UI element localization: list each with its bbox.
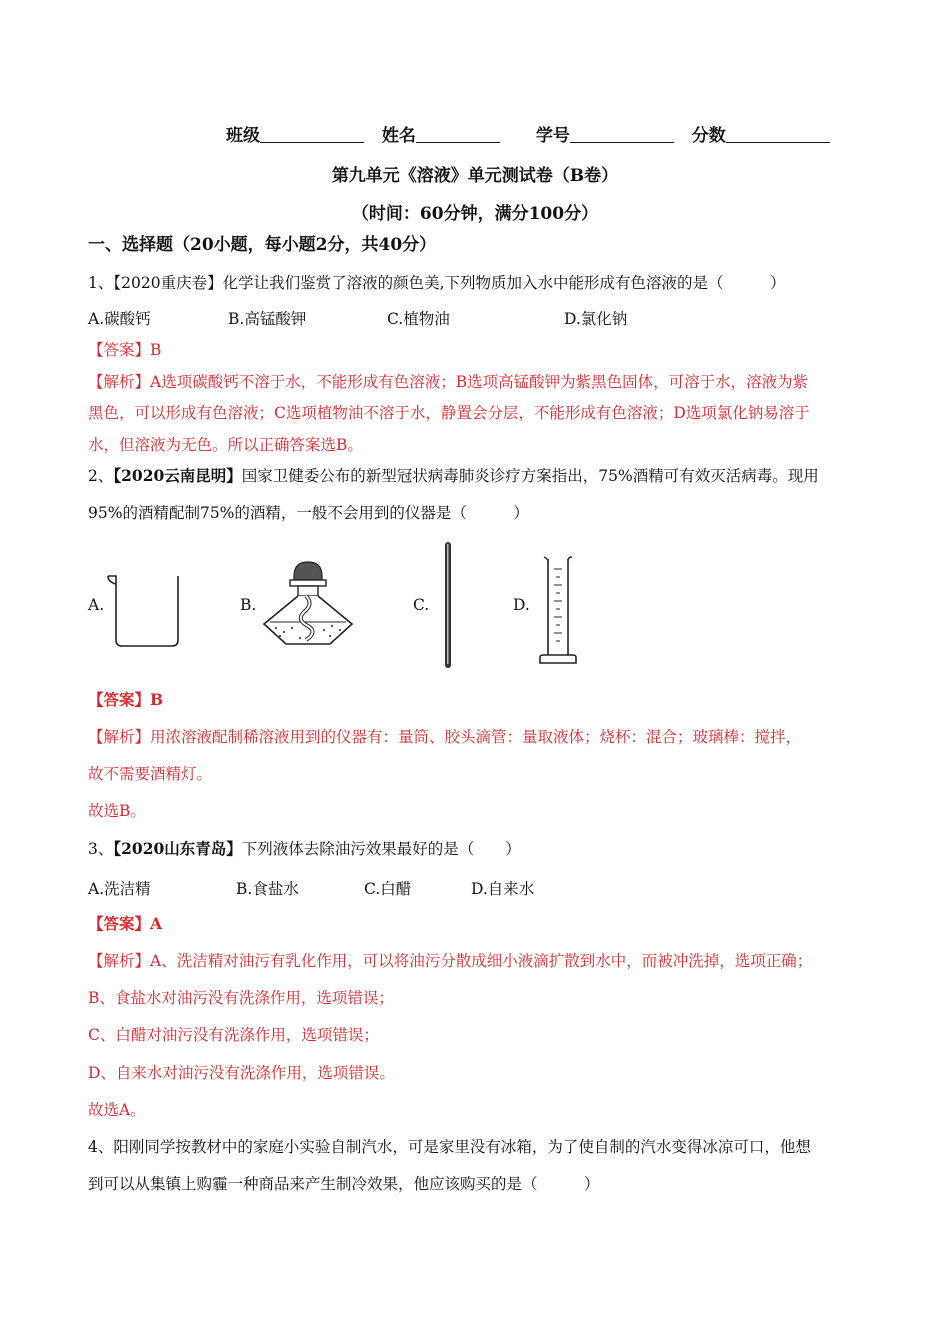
q1-analysis-line-1: 【解析】A选项碳酸钙不溶于水，不能形成有色溶液；B选项高锰酸钾为紫黑色固体，可溶于水，溶液为紫 xyxy=(88,373,809,391)
q1-answer: 【答案】B xyxy=(88,341,162,359)
q2-option-d: D. xyxy=(513,596,530,614)
q1-option-c: C.植物油 xyxy=(387,310,450,328)
q3-answer: 【答案】A xyxy=(88,914,163,933)
q2-option-b: B. xyxy=(240,596,257,614)
section-heading: 一、选择题（20小题，每小题2分，共40分） xyxy=(88,235,437,255)
q3-option-c: C.白醋 xyxy=(364,880,412,898)
id-label: 学号 xyxy=(535,126,570,146)
q3-option-d: D.自来水 xyxy=(471,880,535,898)
q3-analysis-line-3: C、白醋对油污没有洗涤作用，选项错误； xyxy=(88,1026,379,1044)
q3-source: 【2020山东青岛】 xyxy=(113,839,242,858)
q4-stem-line-1: 4、阳刚同学按教材中的家庭小实验自制汽水，可是家里没有冰箱，为了使自制的汽水变得冰凉可口，他想 xyxy=(88,1138,811,1156)
q3-option-a: A.洗洁精 xyxy=(88,880,151,898)
class-blank[interactable] xyxy=(260,124,364,143)
q4-stem-line-2: 到可以从集镇上购霾一种商品来产生制冷效果，他应该购买的是（ ） xyxy=(88,1175,600,1193)
q1-option-b: B.高锰酸钾 xyxy=(228,310,307,328)
alcohol-lamp-icon xyxy=(260,556,356,652)
score-label: 分数 xyxy=(691,126,726,146)
class-label: 班级 xyxy=(226,126,260,146)
q3-analysis-line-2: B、食盐水对油污没有洗涤作用，选项错误； xyxy=(88,989,394,1007)
glass-rod-icon xyxy=(441,540,455,670)
q3-conclusion: 故选A。 xyxy=(88,1101,146,1119)
q3-stem xyxy=(88,839,521,859)
q2-option-a: A. xyxy=(88,596,105,614)
student-info-header xyxy=(226,124,830,147)
q3-text: 下列液体去除油污效果最好的是（ ） xyxy=(241,840,521,858)
q2-option-c: C. xyxy=(413,596,430,614)
q3-option-b: B.食盐水 xyxy=(236,880,299,898)
name-blank[interactable] xyxy=(416,124,500,143)
q3-number: 3、 xyxy=(88,840,114,858)
q1-option-a: A.碳酸钙 xyxy=(88,310,151,328)
q1-analysis-line-3: 水，但溶液为无色。所以正确答案选B。 xyxy=(88,436,363,454)
q2-stem-line-1 xyxy=(88,466,819,486)
q2-conclusion: 故选B。 xyxy=(88,802,146,820)
page-title: 第九单元《溶液》单元测试卷（B卷） xyxy=(331,166,619,186)
page-subtitle: （时间：60分钟，满分100分） xyxy=(351,204,599,224)
name-label: 姓名 xyxy=(381,126,416,146)
q2-answer: 【答案】B xyxy=(88,690,164,709)
beaker-icon xyxy=(104,570,184,650)
q2-number: 2、 xyxy=(88,467,114,485)
q1-number: 1、 xyxy=(88,274,114,292)
q2-source: 【2020云南昆明】 xyxy=(113,466,242,485)
q2-analysis-line-2: 故不需要酒精灯。 xyxy=(88,765,213,783)
q1-stem xyxy=(88,273,786,293)
score-blank[interactable] xyxy=(726,124,830,143)
q2-stem-line-2: 95%的酒精配制75%的酒精，一般不会用到的仪器是（ ） xyxy=(88,504,529,522)
q2-text-1: 国家卫健委公布的新型冠状病毒肺炎诊疗方案指出，75%酒精可有效灭活病毒。现用 xyxy=(241,467,819,485)
q1-text: 化学让我们鉴赏了溶液的颜色美,下列物质加入水中能形成有色溶液的是（ ） xyxy=(222,274,786,292)
q3-analysis-line-1: 【解析】A、洗洁精对油污有乳化作用，可以将油污分散成细小液滴扩散到水中，而被冲洗掉，选项正确； xyxy=(88,952,813,970)
q3-analysis-line-4: D、自来水对油污没有洗涤作用，选项错误。 xyxy=(88,1064,395,1082)
q1-option-d: D.氯化钠 xyxy=(564,310,628,328)
q2-analysis-line-1: 【解析】用浓溶液配制稀溶液用到的仪器有：量筒、胶头滴管：量取液体；烧杯：混合；玻璃棒：搅拌， xyxy=(88,728,802,746)
q1-source: 【2020重庆卷】 xyxy=(113,274,223,292)
id-blank[interactable] xyxy=(570,124,674,143)
measuring-cylinder-icon xyxy=(536,555,586,667)
q1-analysis-line-2: 黑色，可以形成有色溶液；C选项植物油不溶于水，静置会分层，不能形成有色溶液；D选项氯化钠易溶于 xyxy=(88,404,810,422)
